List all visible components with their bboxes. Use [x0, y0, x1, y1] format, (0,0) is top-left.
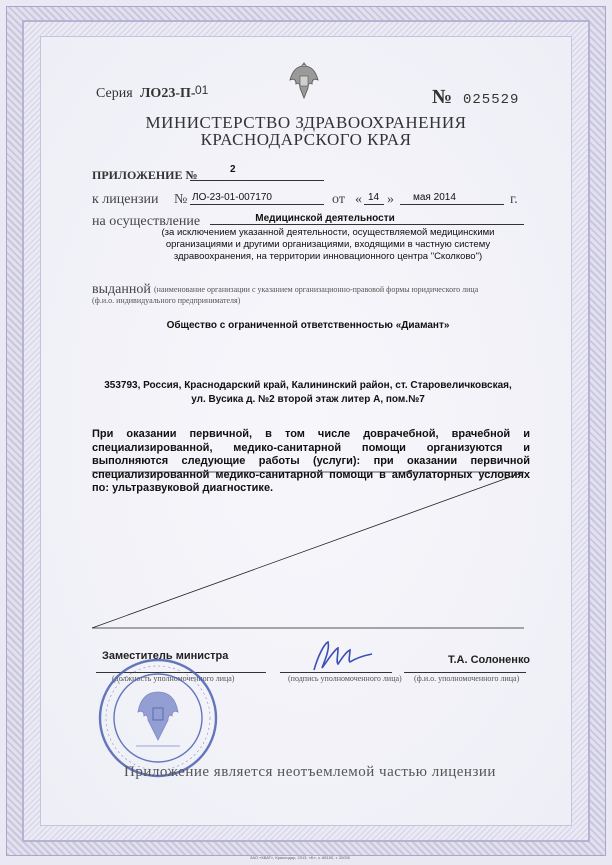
- number-label: №: [432, 86, 453, 108]
- ministry-line-2: КРАСНОДАРСКОГО КРАЯ: [200, 130, 412, 149]
- name-hint: (ф.и.о. уполномоченного лица): [414, 674, 520, 683]
- year-suffix: г.: [510, 192, 518, 207]
- footer-note: Приложение является неотъемлемой частью лицензии: [124, 764, 496, 780]
- series-suffix: 01: [195, 83, 209, 97]
- quote-close: »: [387, 192, 394, 207]
- issued-label: выданной: [92, 282, 151, 297]
- activity-label: на осуществление: [92, 214, 201, 229]
- official-stamp-icon: [96, 656, 220, 780]
- printer-imprint: ЗАО «КВАТ», Краснодар, 2013, «Б», з. 88150, т. 20000: [250, 855, 351, 860]
- name-underline: [404, 664, 526, 673]
- signatory-name: Т.А. Солоненко: [448, 654, 531, 666]
- activity-value: Медицинской деятельности: [255, 213, 395, 224]
- appendix-label: ПРИЛОЖЕНИЕ №: [92, 168, 198, 182]
- cancel-diagonal-line: [92, 472, 524, 628]
- license-from-label: от: [332, 192, 345, 207]
- series-value: ЛО23-П-: [140, 86, 196, 101]
- position-hint: (должность уполномоченного лица): [112, 674, 235, 683]
- activity-note: (за исключением указанной деятельности, осуществляемой медицинскими организациями и другими организациями, входящими в частную систему здравоохранения, на территории инновационного центра "Сколково"): [161, 227, 495, 262]
- organization-name: Общество с ограниченной ответственностью «Диамант»: [166, 320, 450, 331]
- quote-open: «: [355, 192, 362, 207]
- signature-underline: [280, 664, 392, 673]
- document-number: 025529: [463, 92, 520, 108]
- address-line-2: ул. Вусика д. №2 второй этаж литер А, пом.№7: [191, 394, 425, 405]
- license-month-year: мая 2014: [413, 192, 456, 203]
- signatory-position: Заместитель министра: [102, 650, 229, 662]
- license-number-sign: №: [174, 192, 188, 207]
- license-day: 14: [368, 192, 380, 203]
- license-number: ЛО-23-01-007170: [192, 192, 272, 203]
- appendix-number: 2: [230, 164, 236, 175]
- services-scope-text: При оказании первичной, в том числе доврачебной, врачебной и специализированной, медико-санитарной помощи организуются и выполняются следующие работы (услуги): при оказании первичной специализированной медико-санитарной помощи в амбулаторных условиях по: ультразвуковой диагностике.: [92, 428, 530, 494]
- license-prefix: к лицензии: [92, 192, 159, 207]
- ministry-line-1: МИНИСТЕРСТВО ЗДРАВООХРАНЕНИЯ: [145, 113, 467, 132]
- series-label: Серия: [96, 86, 133, 101]
- signature-hint: (подпись уполномоченного лица): [288, 674, 402, 683]
- address-line-1: 353793, Россия, Краснодарский край, Калининский район, ст. Старовеличковская,: [104, 380, 512, 391]
- issued-hint-line-2: (ф.и.о. индивидуального предпринимателя): [92, 296, 241, 305]
- issued-hint-line-1: (наименование организации с указанием организационно-правовой формы юридического лица: [154, 285, 479, 294]
